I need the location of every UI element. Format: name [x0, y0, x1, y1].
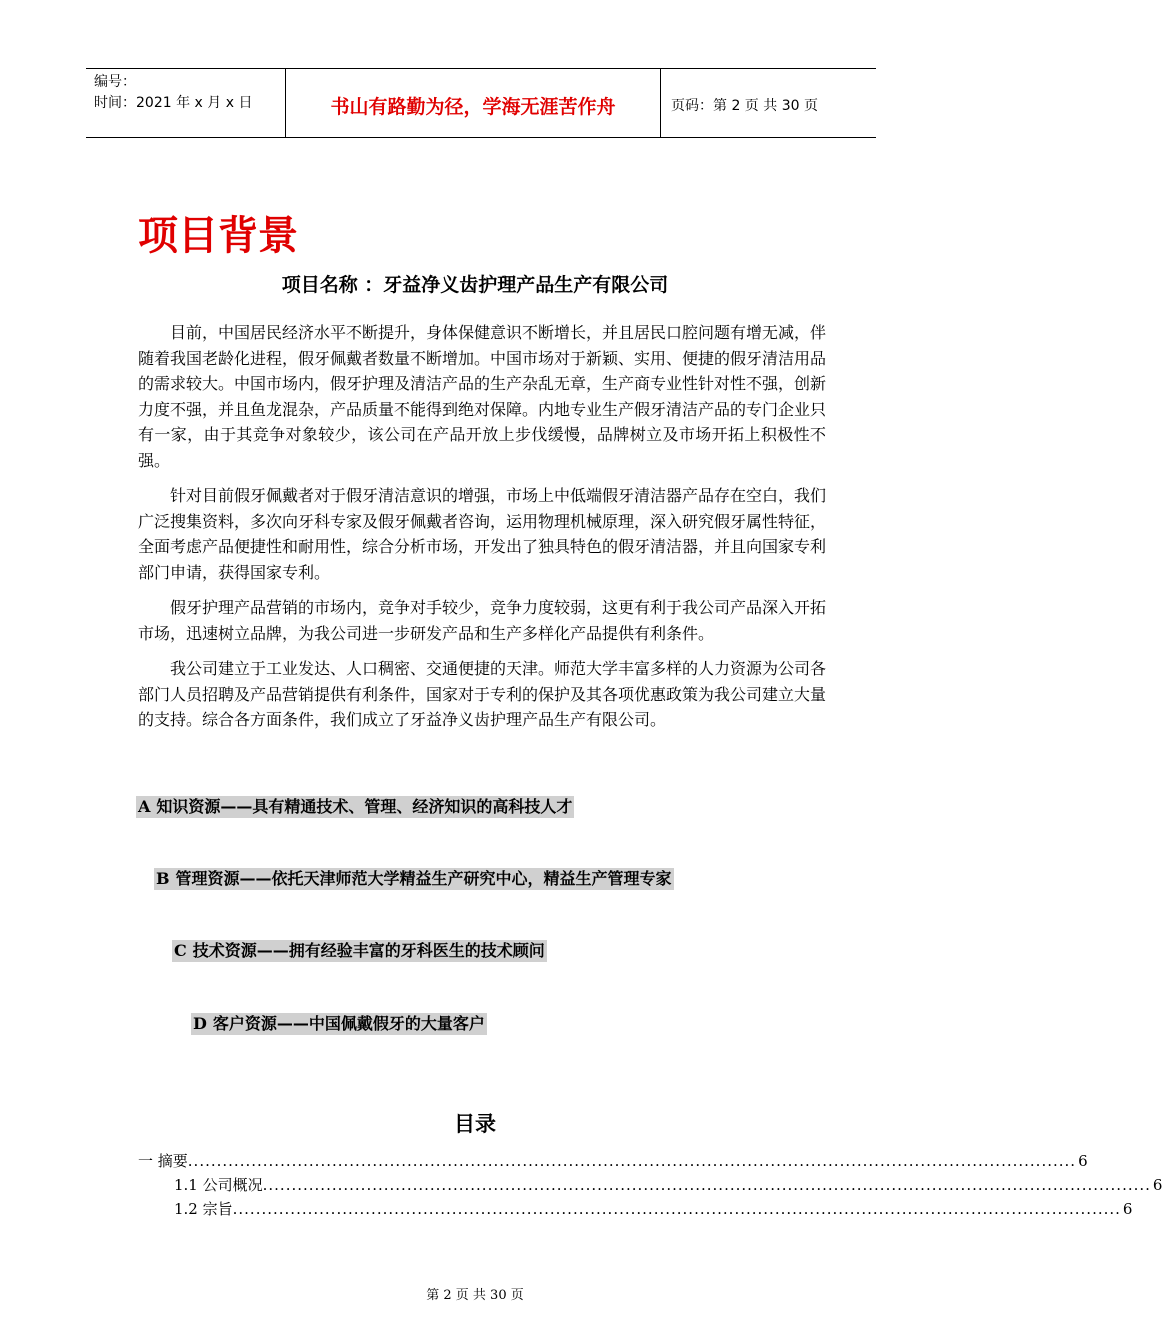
toc-entry-page: 6 — [1078, 1152, 1088, 1170]
toc-entry[interactable] — [174, 1198, 1133, 1220]
paragraph: 针对目前假牙佩戴者对于假牙清洁意识的增强，市场上中低端假牙清洁器产品存在空白，我们广泛搜集资料，多次向牙科专家及假牙佩戴者咨询，运用物理机械原理，深入研究假牙属性特征，全面考虑产品便捷性和耐用性，综合分析市场，开发出了独具特色的假牙清洁器，并且向国家专利部门申请，获得国家专利。 — [138, 486, 827, 582]
resource-letter: C — [174, 941, 187, 960]
toc-entry-label: 一 摘要 — [138, 1152, 188, 1170]
toc-entry-page: 6 — [1122, 1200, 1133, 1218]
resource-letter: D — [193, 1014, 207, 1033]
paragraph: 假牙护理产品营销的市场内，竞争对手较少，竞争力度较弱，这更有利于我公司产品深入开拓市场，迅速树立品牌，为我公司进一步研发产品和生产多样化产品提供有利条件。 — [138, 598, 827, 643]
resource-item-d — [191, 1013, 487, 1035]
toc-entry-label: 1.2 宗旨 — [174, 1200, 233, 1218]
paragraph: 我公司建立于工业发达、人口稠密、交通便捷的天津。师范大学丰富多样的人力资源为公司各部门人员招聘及产品营销提供有利条件，国家对于专利的保护及其各项优惠政策为我公司建立大量的支持。综合各方面条件，我们成立了牙益净义齿护理产品生产有限公司。 — [138, 659, 827, 729]
toc-leader: .......................................................................................................................................................... — [232, 1200, 1121, 1218]
resource-item-b — [154, 868, 674, 890]
resource-item-c — [172, 940, 547, 962]
toc-entry-label: 1.1 公司概况 — [174, 1176, 263, 1194]
toc-entry[interactable] — [174, 1174, 1162, 1196]
resource-text: 管理资源——依托天津师范大学精益生产研究中心，精益生产管理专家 — [175, 869, 672, 888]
paragraph: 目前，中国居民经济水平不断提升，身体保健意识不断增长，并且居民口腔问题有增无减，伴随着我国老龄化进程，假牙佩戴者数量不断增加。中国市场对于新颖、实用、便捷的假牙清洁用品的需求较大。中国市场内，假牙护理及清洁产品的生产杂乱无章，生产商专业性针对性不强，创新力度不强，并且鱼龙混杂，产品质量不能得到绝对保障。内地专业生产假牙清洁产品的专门企业只有一家，由于其竞争对象较少，该公司在产品开放上步伐缓慢，品牌树立及市场开拓上积极性不强。 — [138, 323, 827, 470]
header-motto: 书山有路勤为径，学海无涯苦作舟 — [286, 69, 661, 137]
resource-text: 客户资源——中国佩戴假牙的大量客户 — [212, 1014, 485, 1033]
resource-text: 知识资源——具有精通技术、管理、经济知识的高科技人才 — [156, 797, 573, 816]
toc-entry-page: 6 — [1152, 1176, 1162, 1194]
toc-entry[interactable] — [138, 1150, 1088, 1172]
resource-text: 技术资源——拥有经验丰富的牙科医生的技术顾问 — [192, 941, 545, 960]
number-label: 编号： — [94, 74, 136, 90]
header-page-info: 页码：第 2 页 共 30 页 — [671, 98, 818, 114]
toc-title: 目录 — [454, 1112, 496, 1136]
resource-letter: B — [156, 869, 170, 888]
project-name: 项目名称 ：牙益净义齿护理产品生产有限公司 — [281, 274, 669, 296]
resource-letter: A — [138, 797, 151, 816]
resource-item-a — [136, 796, 574, 818]
toc-leader: .......................................................................................................................................................... — [262, 1176, 1151, 1194]
page-header — [86, 68, 876, 138]
page-footer: 第 2 页 共 30 页 — [426, 1288, 524, 1303]
document-title: 项目背景 — [138, 213, 298, 259]
header-meta — [86, 69, 286, 137]
time-label: 时间：2021 年 x 月 x 日 — [94, 95, 253, 111]
toc-leader: .......................................................................................................................................................... — [187, 1152, 1077, 1170]
body-text — [138, 320, 826, 743]
